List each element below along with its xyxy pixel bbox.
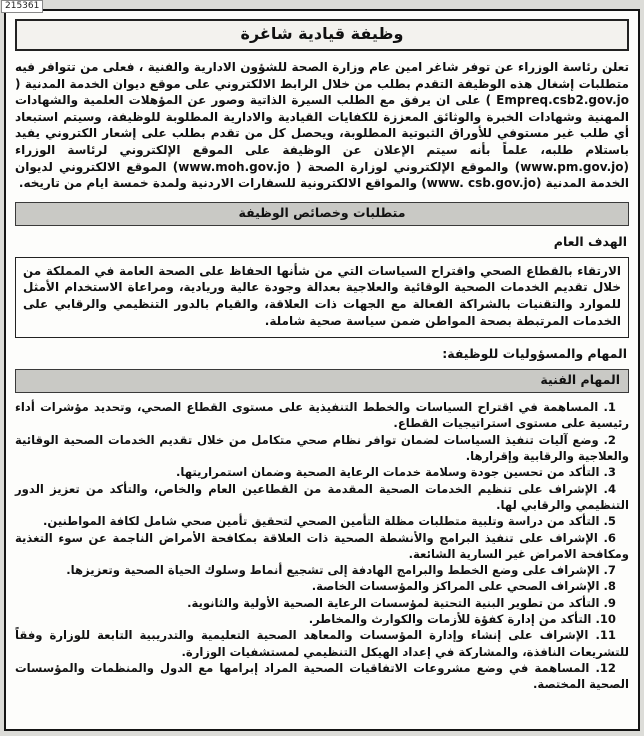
task-text: الإشراف على تنفيذ البرامج والأنشطة الصحية ذات العلاقة بمكافحة الأمراض الناجمة عن سوء التغذية ومكافحة الامراض غير السارية الشائعة. [15, 530, 629, 561]
task-text: المساهمة في وضع مشروعات الاتفاقيات الصحية المراد إبرامها مع الدول والمنظمات والمؤسسات الصحية المختصة. [15, 660, 629, 692]
task-item [15, 595, 629, 611]
technical-tasks-header: المهام الفنية [15, 369, 629, 393]
task-number: 10. [595, 611, 616, 626]
task-number: 3. [603, 465, 616, 480]
announcement-document [4, 9, 640, 731]
task-text: الإشراف على وضع الخطط والبرامج الهادفة إلى تشجيع أنماط وسلوك الحياة الصحية وتعزيزها. [66, 563, 600, 578]
task-item [15, 464, 629, 480]
task-item [15, 432, 629, 465]
task-text: التأكد من دراسة وتلبية متطلبات مظلة التأمين الصحي لتحقيق تأمين صحي شامل لكافة المواطنين. [42, 514, 600, 529]
task-text: الإشراف الصحي على المراكز والمؤسسات الخاصة. [311, 579, 600, 594]
general-objective-label: الهدف العام [553, 233, 627, 249]
task-number: 6. [603, 530, 616, 545]
reference-number: 215361 [1, 0, 43, 13]
task-number: 9. [603, 595, 616, 610]
task-number: 2. [603, 432, 616, 447]
task-item [15, 481, 629, 514]
task-text: المساهمة في اقتراح السياسات والخطط التنفيذية على مستوى القطاع الصحي، وتحديد مؤشرات أداء رئيسية على مستوى استراتيجيات القطاع. [15, 400, 629, 431]
page-title: وظيفة قيادية شاغرة [15, 19, 629, 51]
task-text: التأكد من إدارة كفؤة للأزمات والكوارث والمخاطر. [308, 611, 592, 626]
task-number: 7. [603, 563, 616, 578]
task-item [15, 611, 629, 627]
task-number: 8. [603, 579, 616, 594]
task-text: وضع آليات تنفيذ السياسات لضمان توافر نظام صحي متكامل من خلال تقديم الخدمات الصحية الوقائية والعلاجية والرقابية وإقرارها. [15, 432, 629, 464]
task-text: التأكد من تحسين جودة وسلامة خدمات الرعاية الصحية وضمان استمراريتها. [175, 465, 600, 480]
task-item [15, 399, 629, 432]
intro-paragraph: تعلن رئاسة الوزراء عن توفر شاغر امين عام وزارة الصحة للشؤون الادارية والفنية ، فعلى من تتوافر فيه متطلبات إشغال هذه الوظيفة التقدم بطلب من خلال الرابط الالكتروني على موقع ديوان الخدمة المدنية ( Empreq.csb2.gov.jo ) على ان يرفق مع الطلب السيرة الذاتية وصور عن المؤهلات العلمية والشهادات المهنية وشهادات الخبرة والوثائق المعززة للكفايات القيادية والادارية المطلوبة للوظيفة، وسيتم استبعاد أي طلب غير مستوفي للأوراق الثبوتية المطلوبة، ويحصل كل من تقدم بطلب على إشعار الكتروني يفيد باستلام طلبه، علماً بأنه سيتم الإعلان عن الوظيفة على الموقع الإلكتروني لرئاسة الوزراء (www.pm.gov.jo) والموقع الإلكتروني لوزارة الصحة ( www.moh.gov.jo) الموقع الالكتروني لديوان الخدمة المدنية (www. csb.gov.jo) والمواقع الالكترونية للسفارات الاردنية ولمدة خمسة ايام من تاريخه. [15, 60, 629, 191]
task-text: الإشراف على إنشاء وإدارة المؤسسات والمعاهد الصحية التعليمية والتدريبية التابعة للوزارة وفقاً للتشريعات النافذة، والمشاركة في إعداد الهيكل التنظيمي لمستشفيات الوزارة. [15, 628, 629, 659]
task-item [15, 660, 629, 693]
task-number: 5. [603, 514, 616, 529]
requirements-header: متطلبات وخصائص الوظيفة [15, 202, 629, 226]
duties-label: المهام والمسؤوليات للوظيفة: [442, 346, 627, 362]
task-item [15, 513, 629, 529]
task-text: التأكد من تطوير البنية التحتية لمؤسسات الرعاية الصحية الأولية والثانوية. [187, 595, 600, 610]
task-item [15, 530, 629, 563]
general-objective-text: الارتقاء بالقطاع الصحي واقتراح السياسات التي من شأنها الحفاظ على الصحة العامة في المملكة من خلال تقديم الخدمات الصحية الوقائية والعلاجية بعدالة وجودة عالية وريادية، ومراعاة الاستخدام الأمثل للموارد والتقنيات بالشراكة الفعالة مع الجهات ذات العلاقة، والقيام بالدور التنظيمي والرقابي على الخدمات المرتبطة بصحة المواطن ضمن سياسة صحية شاملة. [15, 257, 629, 338]
task-item [15, 578, 629, 594]
task-item [15, 562, 629, 578]
task-number: 4. [603, 481, 617, 496]
task-item [15, 627, 629, 660]
task-number: 11. [595, 628, 616, 643]
task-number: 1. [603, 400, 616, 415]
task-number: 12. [595, 660, 616, 675]
tasks-list [15, 399, 629, 692]
task-text: الإشراف على تنظيم الخدمات الصحية المقدمة من القطاعين العام والخاص، والتأكد من تعزيز الدور التنظيمي والرقابي لها. [15, 481, 629, 512]
